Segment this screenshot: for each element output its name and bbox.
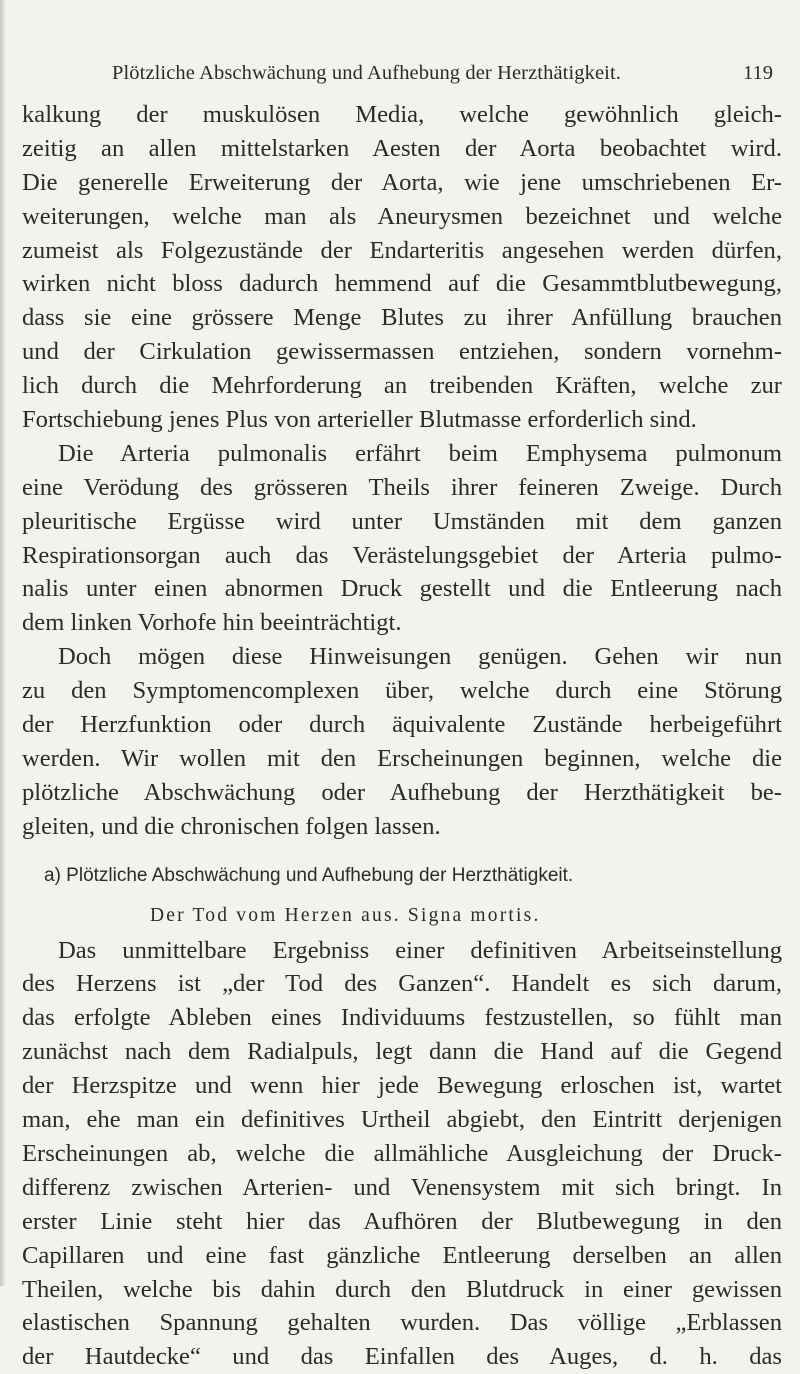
text-line: gleiten, und die chronischen folgen lassen.	[22, 812, 441, 840]
body-text	[22, 98, 782, 1374]
text-line: zunächst nach dem Radialpuls, legt dann die Hand auf die Gegend	[22, 1038, 782, 1066]
section-subheading: Der Tod vom Herzen aus. Signa mortis.	[150, 904, 541, 926]
text-line: Theilen, welche bis dahin durch den Blutdruck in einer gewissen	[22, 1275, 782, 1303]
paragraph-first-line: Doch mögen diese Hinweisungen genügen. Gehen wir nun	[58, 643, 782, 671]
text-line: zeitig an allen mittelstarken Aesten der Aorta beobachtet wird.	[22, 134, 782, 162]
text-line: und der Cirkulation gewissermassen entziehen, sondern vornehm-	[22, 338, 782, 366]
text-line: eine Verödung des grösseren Theils ihrer feineren Zweige. Durch	[22, 473, 782, 501]
text-line: der Hautdecke“ und das Einfallen des Auges, d. h. das	[22, 1343, 782, 1371]
paragraph-first-line: Das unmittelbare Ergebniss einer definitiven Arbeitseinstellung	[58, 936, 782, 964]
text-line: Erscheinungen ab, welche die allmähliche Ausgleichung der Druck-	[22, 1139, 782, 1167]
text-line: das erfolgte Ableben eines Individuums festzustellen, so fühlt man	[22, 1004, 782, 1032]
text-line: wirken nicht bloss dadurch hemmend auf die Gesammtblutbewegung,	[22, 270, 782, 298]
text-line: erster Linie steht hier das Aufhören der Blutbewegung in den	[22, 1207, 782, 1235]
text-line: lich durch die Mehrforderung an treibenden Kräften, welche zur	[22, 372, 782, 400]
text-line: differenz zwischen Arterien- und Venensystem mit sich bringt. In	[22, 1173, 782, 1201]
text-line: zumeist als Folgezustände der Endarteritis angesehen werden dürfen,	[22, 236, 782, 264]
text-line: zu den Symptomencomplexen über, welche durch eine Störung	[22, 677, 782, 705]
running-title: Plötzliche Abschwächung und Aufhebung der Herzthätigkeit.	[112, 62, 621, 84]
page-binding-shadow	[0, 0, 6, 1286]
text-line: der Herzspitze und wenn hier jede Bewegung erloschen ist, wartet	[22, 1072, 782, 1100]
page-number: 119	[743, 62, 773, 84]
text-line: dass sie eine grössere Menge Blutes zu ihrer Anfüllung brauchen	[22, 304, 782, 332]
running-header	[0, 62, 800, 94]
text-line: Fortschiebung jenes Plus von arterieller Blutmasse erforderlich sind.	[22, 406, 697, 434]
text-line: werden. Wir wollen mit den Erscheinungen beginnen, welche die	[22, 744, 782, 772]
text-line: kalkung der muskulösen Media, welche gewöhnlich gleich-	[22, 101, 782, 128]
text-line: plötzliche Abschwächung oder Aufhebung der Herzthätigkeit be-	[22, 778, 782, 806]
text-line: elastischen Spannung gehalten wurden. Das völlige „Erblassen	[22, 1309, 782, 1337]
text-line: nalis unter einen abnormen Druck gestellt und die Entleerung nach	[22, 575, 782, 603]
text-line: Respirationsorgan auch das Verästelungsgebiet der Arteria pulmo-	[22, 541, 782, 569]
text-line: dem linken Vorhofe hin beeinträchtigt.	[22, 609, 402, 637]
text-line: der Herzfunktion oder durch äquivalente Zustände herbeigeführt	[22, 711, 782, 739]
text-line: man, ehe man ein definitives Urtheil abgiebt, den Eintritt derjenigen	[22, 1106, 782, 1134]
text-line: pleuritische Ergüsse wird unter Umständen mit dem ganzen	[22, 507, 782, 535]
section-heading: a) Plötzliche Abschwächung und Aufhebung der Herzthätigkeit.	[44, 864, 574, 886]
text-line: Capillaren und eine fast gänzliche Entleerung derselben an allen	[22, 1241, 782, 1269]
text-line: weiterungen, welche man als Aneurysmen bezeichnet und welche	[22, 202, 782, 230]
paragraph-first-line: Die Arteria pulmonalis erfährt beim Emphysema pulmonum	[58, 439, 782, 467]
text-line: Die generelle Erweiterung der Aorta, wie jene umschriebenen Er-	[22, 168, 782, 196]
text-line: des Herzens ist „der Tod des Ganzen“. Handelt es sich darum,	[22, 970, 782, 998]
